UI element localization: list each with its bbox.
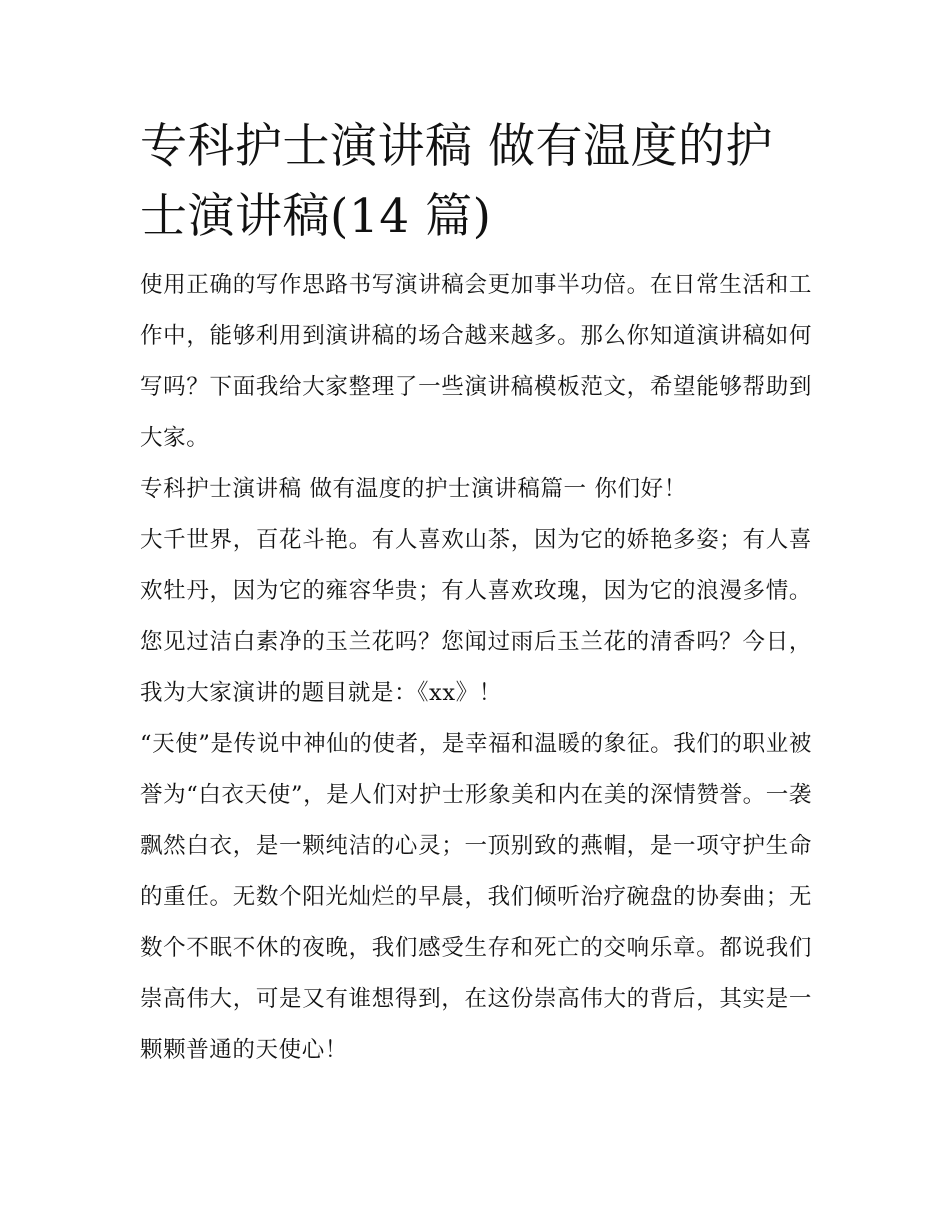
document-content — [140, 112, 812, 1076]
document-title: 专科护士演讲稿 做有温度的护士演讲稿(14 篇) — [140, 119, 773, 244]
intro-paragraph: 使用正确的写作思路书写演讲稿会更加事半功倍。在日常生活和工作中，能够利用到演讲稿的场合越来越多。那么你知道演讲稿如何写吗？下面我给大家整理了一些演讲稿模板范文，希望能够帮助到大家。 — [140, 272, 812, 451]
section-heading-paragraph: 专科护士演讲稿 做有温度的护士演讲稿篇一 你们好！ — [140, 476, 687, 502]
body-paragraph: “天使”是传说中神仙的使者，是幸福和温暖的象征。我们的职业被誉为“白衣天使”，是人们对护士形象美和内在美的深情赞誉。一袭飘然白衣，是一颗纯洁的心灵；一顶别致的燕帽，是一项守护生命的重任。无数个阳光灿烂的早晨，我们倾听治疗碗盘的协奏曲；无数个不眠不休的夜晚，我们感受生存和死亡的交响乐章。都说我们崇高伟大，可是又有谁想得到，在这份崇高伟大的背后，其实是一颗颗普通的天使心！ — [140, 731, 812, 1063]
body-paragraph: 大千世界，百花斗艳。有人喜欢山茶，因为它的娇艳多姿；有人喜欢牡丹，因为它的雍容华贵；有人喜欢玫瑰，因为它的浪漫多情。您见过洁白素净的玉兰花吗？您闻过雨后玉兰花的清香吗？今日，我为大家演讲的题目就是：《xx》！ — [140, 527, 812, 706]
